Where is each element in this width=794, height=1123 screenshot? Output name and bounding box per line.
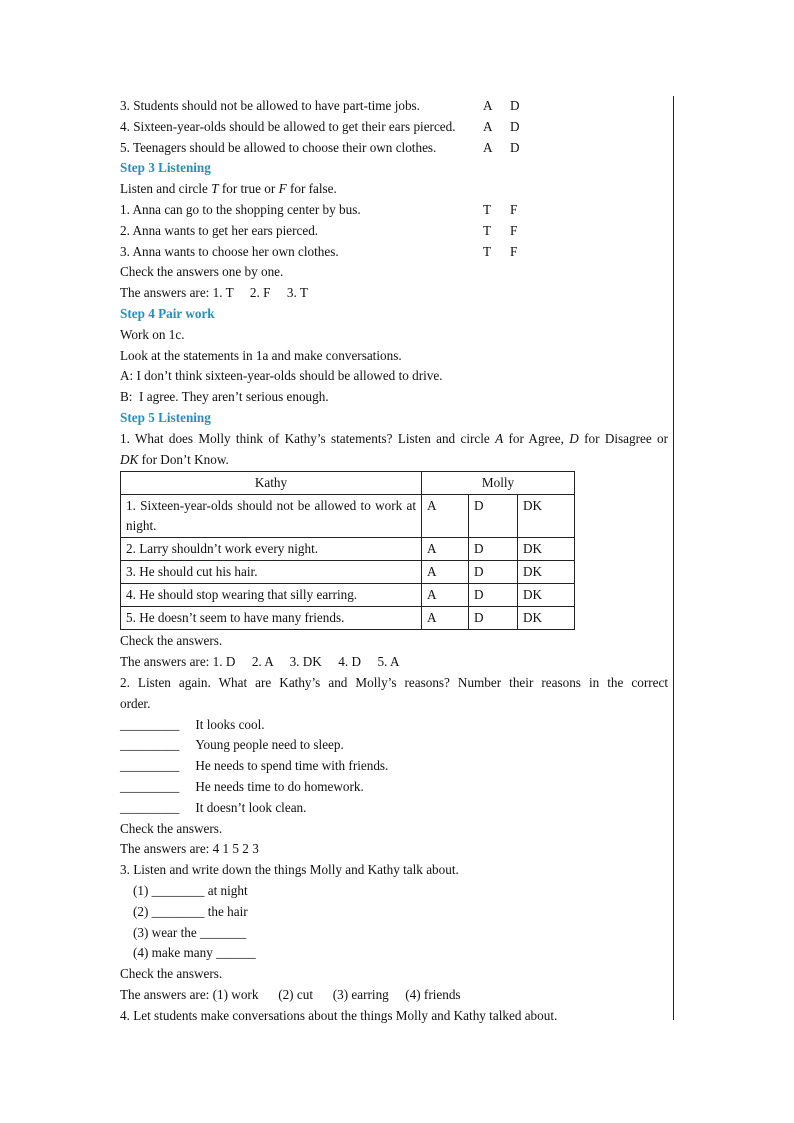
disagree-option: D xyxy=(510,98,520,113)
step4-text: Look at the statements in 1a and make conversations. xyxy=(120,347,402,363)
false-option: F xyxy=(510,243,518,259)
table-header-row xyxy=(121,472,575,495)
question-text: for Don’t Know. xyxy=(138,451,229,467)
answer-blank: _________ xyxy=(120,737,180,753)
agree-cell: A xyxy=(422,561,469,584)
reason-text: It looks cool. xyxy=(195,716,265,732)
disagree-cell: D xyxy=(469,538,518,561)
dont-know-cell: DK xyxy=(518,607,575,630)
survey-row xyxy=(120,117,668,138)
kathy-statement: 3. He should cut his hair. xyxy=(121,561,422,584)
step5-q2-line2: order. xyxy=(120,695,151,711)
step5-check2: Check the answers. xyxy=(120,820,223,836)
reason-item xyxy=(120,756,668,777)
question-text: 1. What does Molly think of Kathy’s statements? Listen and circle xyxy=(120,430,496,446)
step5-q2-line1: 2. Listen again. What are Kathy’s and Molly’s reasons? Number their reasons in the correct xyxy=(120,674,668,690)
false-marker: F xyxy=(278,181,287,197)
dont-know-cell: DK xyxy=(518,561,575,584)
step3-answers: The answers are: 1. T 2. F 3. T xyxy=(120,285,308,301)
kathy-statement: 5. He doesn’t seem to have many friends. xyxy=(121,607,422,630)
agree-cell: A xyxy=(422,538,469,561)
opinion-table xyxy=(120,471,575,630)
table-row xyxy=(121,607,575,630)
reason-text: Young people need to sleep. xyxy=(195,737,344,753)
true-option: T xyxy=(483,201,492,217)
disagree-cell: D xyxy=(469,607,518,630)
disagree-cell: D xyxy=(469,561,518,584)
tf-statement: 2. Anna wants to get her ears pierced. xyxy=(120,222,319,238)
question-text: for Agree, xyxy=(503,430,570,446)
reason-item xyxy=(120,777,668,798)
agree-cell: A xyxy=(422,607,469,630)
step5-check1: Check the answers. xyxy=(120,633,223,649)
step5-q4: 4. Let students make conversations about the things Molly and Kathy talked about. xyxy=(120,1007,558,1023)
answer-blank: _________ xyxy=(120,716,180,732)
agree-cell: A xyxy=(422,584,469,607)
header-molly: Molly xyxy=(422,472,575,495)
statement-text: 5. Teenagers should be allowed to choose their own clothes. xyxy=(120,139,437,155)
fill-item: (4) make many ______ xyxy=(133,945,256,961)
step5-check3: Check the answers. xyxy=(120,966,223,982)
dont-know-cell: DK xyxy=(518,538,575,561)
agree-option: A xyxy=(483,98,493,113)
reason-text: He needs to spend time with friends. xyxy=(195,758,389,774)
kathy-statement: 2. Larry shouldn’t work every night. xyxy=(121,538,422,561)
step3-instruction xyxy=(120,179,668,200)
disagree-marker: D xyxy=(569,430,579,446)
survey-row xyxy=(120,138,668,159)
disagree-cell: D xyxy=(469,584,518,607)
kathy-statement: 4. He should stop wearing that silly earring. xyxy=(121,584,422,607)
agree-option: A xyxy=(483,139,493,155)
step4-heading: Step 4 Pair work xyxy=(120,305,215,321)
true-option: T xyxy=(483,243,492,259)
reason-item xyxy=(120,715,668,736)
answer-blank: _________ xyxy=(120,758,180,774)
fill-item: (3) wear the _______ xyxy=(133,924,247,940)
dialogue-line-a: A: I don’t think sixteen-year-olds should be allowed to drive. xyxy=(120,368,443,384)
disagree-cell: D xyxy=(469,495,518,538)
step5-q1-line1 xyxy=(120,429,668,450)
tf-statement: 3. Anna wants to choose her own clothes. xyxy=(120,243,339,259)
step5-answers1: The answers are: 1. D 2. A 3. DK 4. D 5. A xyxy=(120,654,400,670)
step5-answers2: The answers are: 4 1 5 2 3 xyxy=(120,841,259,857)
survey-row xyxy=(120,96,668,117)
header-kathy: Kathy xyxy=(121,472,422,495)
step5-q1-line2 xyxy=(120,450,668,471)
disagree-option: D xyxy=(510,118,520,134)
step5-q3: 3. Listen and write down the things Molly and Kathy talk about. xyxy=(120,862,459,878)
step5-heading: Step 5 Listening xyxy=(120,409,211,425)
reason-item xyxy=(120,735,668,756)
instruction-text: Listen and circle xyxy=(120,181,212,197)
fill-item: (1) ________ at night xyxy=(133,882,248,898)
step3-check: Check the answers one by one. xyxy=(120,264,284,280)
question-text: for Disagree or xyxy=(578,430,668,446)
tf-row xyxy=(120,200,668,221)
answer-blank: _________ xyxy=(120,778,180,794)
step5-answers3: The answers are: (1) work (2) cut (3) earring (4) friends xyxy=(120,986,461,1002)
false-option: F xyxy=(510,222,518,238)
dialogue-line-b: B: I agree. They aren’t serious enough. xyxy=(120,389,329,405)
dont-know-cell: DK xyxy=(518,495,575,538)
step3-heading: Step 3 Listening xyxy=(120,160,211,176)
table-row xyxy=(121,495,575,538)
fill-item: (2) ________ the hair xyxy=(133,903,248,919)
tf-row xyxy=(120,221,668,242)
dont-know-marker: DK xyxy=(120,451,139,467)
right-margin-rule xyxy=(673,96,674,1020)
table-row xyxy=(121,538,575,561)
disagree-option: D xyxy=(510,139,520,155)
true-option: T xyxy=(483,222,492,238)
reason-item xyxy=(120,798,668,819)
instruction-text: for false. xyxy=(286,181,337,197)
step4-text: Work on 1c. xyxy=(120,326,185,342)
reason-text: It doesn’t look clean. xyxy=(195,799,307,815)
true-marker: T xyxy=(211,181,219,197)
tf-statement: 1. Anna can go to the shopping center by bus. xyxy=(120,201,361,217)
instruction-text: for true or xyxy=(218,181,279,197)
kathy-statement: 1. Sixteen-year-olds should not be allowed to work at night. xyxy=(121,495,422,538)
agree-option: A xyxy=(483,118,493,134)
lesson-content xyxy=(120,96,668,1026)
statement-text: 3. Students should not be allowed to have part-time jobs. xyxy=(120,98,420,113)
agree-marker: A xyxy=(495,430,504,446)
dont-know-cell: DK xyxy=(518,584,575,607)
agree-cell: A xyxy=(422,495,469,538)
table-row xyxy=(121,584,575,607)
reason-text: He needs time to do homework. xyxy=(195,778,364,794)
answer-blank: _________ xyxy=(120,799,180,815)
tf-row xyxy=(120,242,668,263)
false-option: F xyxy=(510,201,518,217)
table-row xyxy=(121,561,575,584)
statement-text: 4. Sixteen-year-olds should be allowed to get their ears pierced. xyxy=(120,118,456,134)
